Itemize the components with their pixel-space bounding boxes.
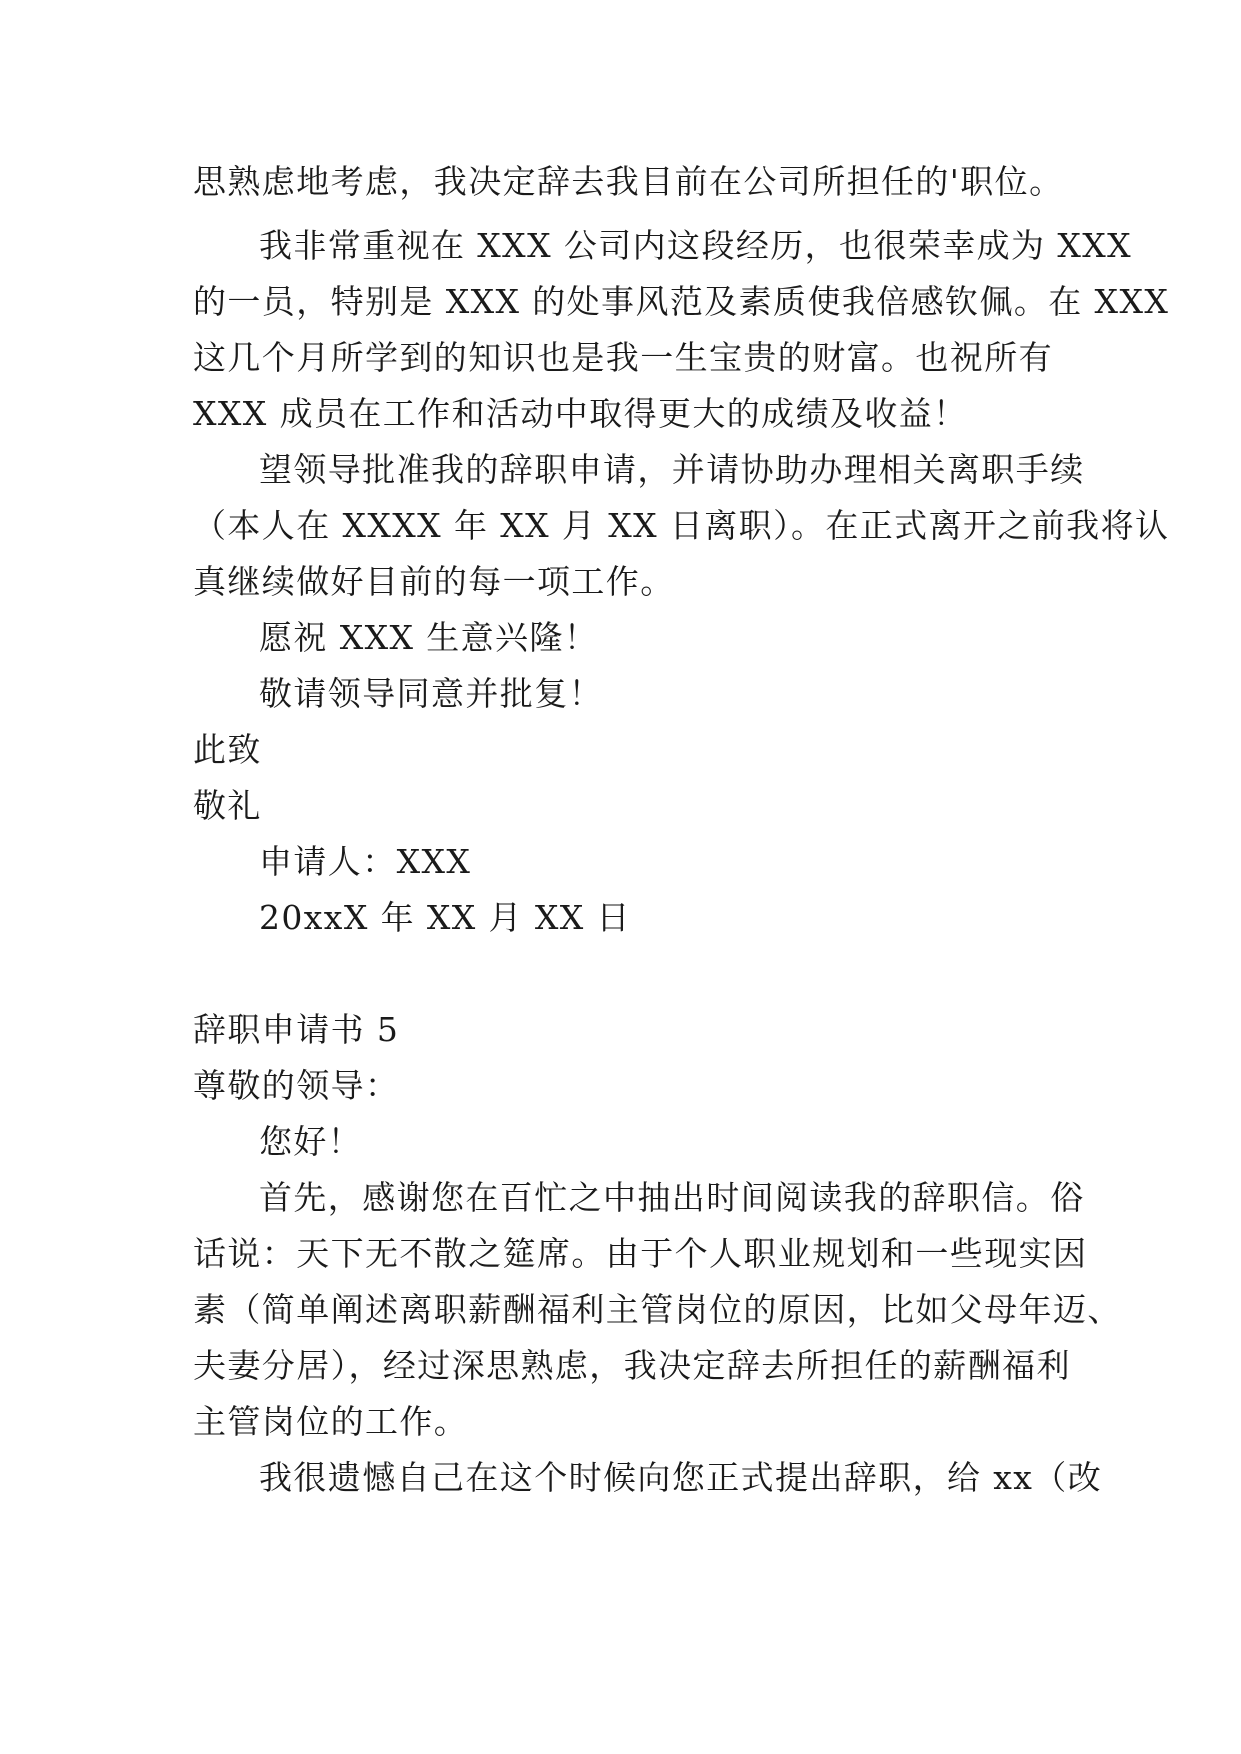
paragraph-line: 话说：天下无不散之筵席。由于个人职业规划和一些现实因 [193,1234,1088,1273]
paragraph-line: 素（简单阐述离职薪酬福利主管岗位的原因，比如父母年迈、 [193,1290,1122,1329]
paragraph-line: 这几个月所学到的知识也是我一生宝贵的财富。也祝所有 [193,338,1053,377]
paragraph-line: 我很遗憾自己在这个时候向您正式提出辞职，给 xx（改 [259,1458,1103,1497]
paragraph-line: 首先，感谢您在百忙之中抽出时间阅读我的辞职信。俗 [259,1178,1085,1217]
paragraph-line: 主管岗位的工作。 [193,1402,469,1441]
paragraph-line: 望领导批准我的辞职申请，并请协助办理相关离职手续 [259,450,1085,489]
paragraph-line: 的一员，特别是 XXX 的处事风范及素质使我倍感钦佩。在 XXX [193,282,1170,321]
paragraph-line: 愿祝 XXX 生意兴隆！ [259,618,599,657]
paragraph-line: 我非常重视在 XXX 公司内这段经历，也很荣幸成为 XXX [259,226,1133,265]
paragraph-line: 夫妻分居），经过深思熟虑，我决定辞去所担任的薪酬福利 [193,1346,1071,1385]
closing-line: 敬礼 [193,786,262,825]
paragraph-line: 真继续做好目前的每一项工作。 [193,562,675,601]
signature-applicant: 申请人：XXX [259,842,472,881]
greeting: 您好！ [259,1122,363,1161]
signature-date: 20xxX 年 XX 月 XX 日 [259,898,631,937]
paragraph-line: （本人在 XXXX 年 XX 月 XX 日离职）。在正式离开之前我将认 [193,506,1170,545]
salutation: 尊敬的领导： [193,1066,400,1105]
closing-line: 此致 [193,730,262,769]
section-title: 辞职申请书 5 [193,1010,400,1049]
paragraph-line: 敬请领导同意并批复！ [259,674,603,713]
paragraph-line: XXX 成员在工作和活动中取得更大的成绩及收益！ [193,394,968,433]
paragraph-line: 思熟虑地考虑，我决定辞去我目前在公司所担任的'职位。 [193,162,1064,201]
